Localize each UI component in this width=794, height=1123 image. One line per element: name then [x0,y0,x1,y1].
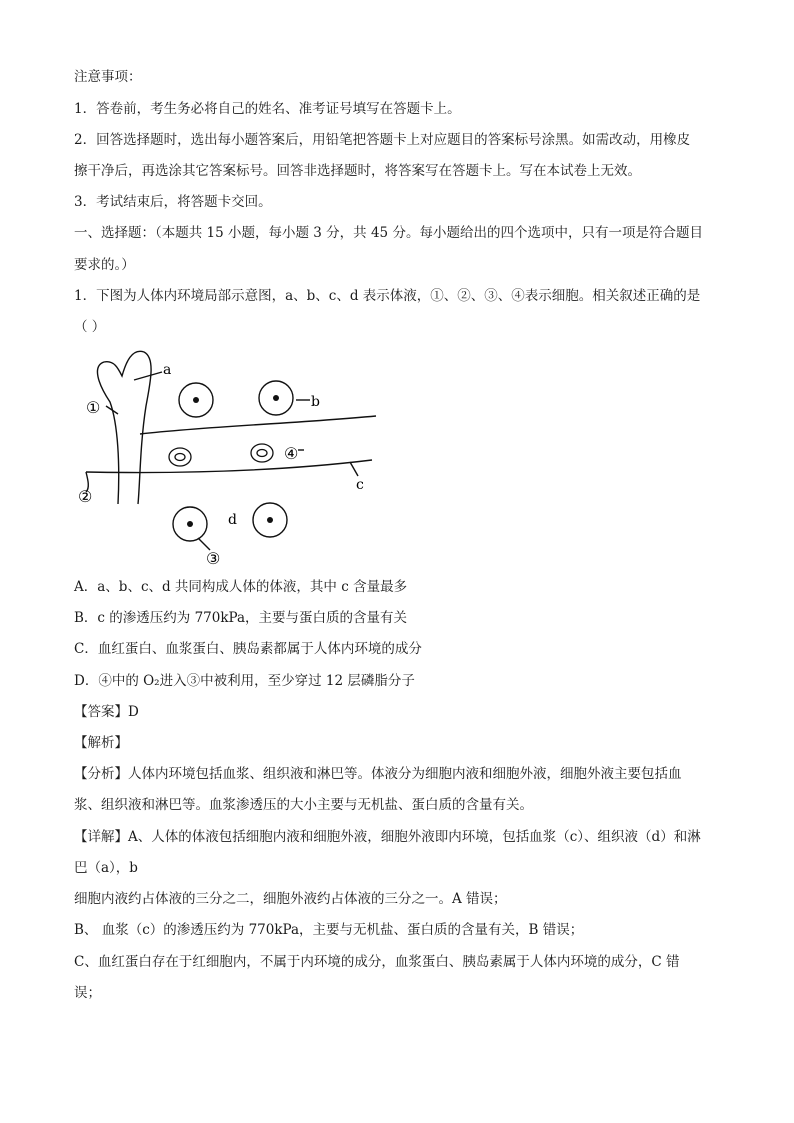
capillary-lower-wall [86,460,372,473]
notice-item-1: 1．答卷前，考生务必将自己的姓名、准考证号填写在答题卡上。 [74,101,461,117]
red-blood-cell-4 [251,444,273,462]
answer-tag: 【答案】 [74,704,128,720]
analysis-xiangjie: 【详解】A、人体的体液包括细胞内液和细胞外液，细胞外液即内环境，包括血浆（c）、组织液（d）和淋 [74,829,701,845]
tissue-cell-b [259,381,293,415]
notice-item-3: 3．考试结束后，将答题卡交回。 [74,194,272,210]
analysis-xiangjie-cont: 巴（a），b [74,860,138,876]
tissue-cell-3 [173,507,207,541]
answer-value: D [128,704,139,720]
red-blood-cell [169,448,191,466]
analysis-xiangjie-a: 细胞内液约占体液的三分之二，细胞外液约占体液的三分之一。A 错误； [74,891,507,907]
option-c: C．血红蛋白、血浆蛋白、胰岛素都属于人体内环境的成分 [74,641,422,657]
question-stem-blank: （ ） [74,319,106,335]
notice-item-2-cont: 擦干净后，再选涂其它答案标号。回答非选择题时，将答案写在答题卡上。写在本试卷上无效。 [74,163,641,179]
analysis-xiangjie-b: B、 血浆（c）的渗透压约为 770kPa，主要与无机盐、蛋白质的含量有关，B 错误； [74,922,584,938]
label-b: b [311,394,320,410]
option-d: D．④中的 O₂进入③中被利用，至少穿过 12 层磷脂分子 [74,673,415,689]
option-b: B．c 的渗透压约为 770kPa，主要与蛋白质的含量有关 [74,610,408,626]
option-a: A．a、b、c、d 共同构成人体的体液，其中 c 含量最多 [74,579,408,595]
analysis-xiangjie-c-cont: 误； [74,985,101,1001]
section-title: 一、选择题：（本题共 15 小题，每小题 3 分，共 45 分。每小题给出的四个选项中，只有一项是符合题目 [74,225,703,241]
label-cell-1: ① [86,398,101,417]
capillary-upper-wall [140,416,376,434]
label-cell-4: ④ [284,444,299,463]
notice-heading: 注意事项： [74,69,142,85]
section-title-cont: 要求的。） [74,257,135,273]
lymph-capillary-wall [97,351,151,504]
tissue-cell [179,383,213,417]
tissue-cell [253,503,287,537]
notice-item-2: 2．回答选择题时，选出每小题答案后，用铅笔把答题卡上对应题目的答案标号涂黑。如需改动，用橡皮 [74,132,691,148]
label-cell-2: ② [78,487,93,506]
label-a: a [163,362,172,378]
label-c: c [356,477,364,493]
label-d: d [228,512,237,528]
body-fluid-diagram [70,344,390,570]
answer-line [74,703,724,721]
analysis-fenxi-cont: 浆、组织液和淋巴等。血浆渗透压的大小主要与无机盐、蛋白质的含量有关。 [74,797,533,813]
label-cell-3: ③ [206,549,221,568]
question-stem: 1．下图为人体内环境局部示意图，a、b、c、d 表示体液，①、②、③、④表示细胞。相关叙述正确的是 [74,288,701,304]
analysis-fenxi: 【分析】人体内环境包括血浆、组织液和淋巴等。体液分为细胞内液和细胞外液，细胞外液主要包括血 [74,766,682,782]
analysis-tag: 【解析】 [74,735,128,751]
analysis-xiangjie-c: C、血红蛋白存在于红细胞内，不属于内环境的成分，血浆蛋白、胰岛素属于人体内环境的成分，C 错 [74,954,680,970]
